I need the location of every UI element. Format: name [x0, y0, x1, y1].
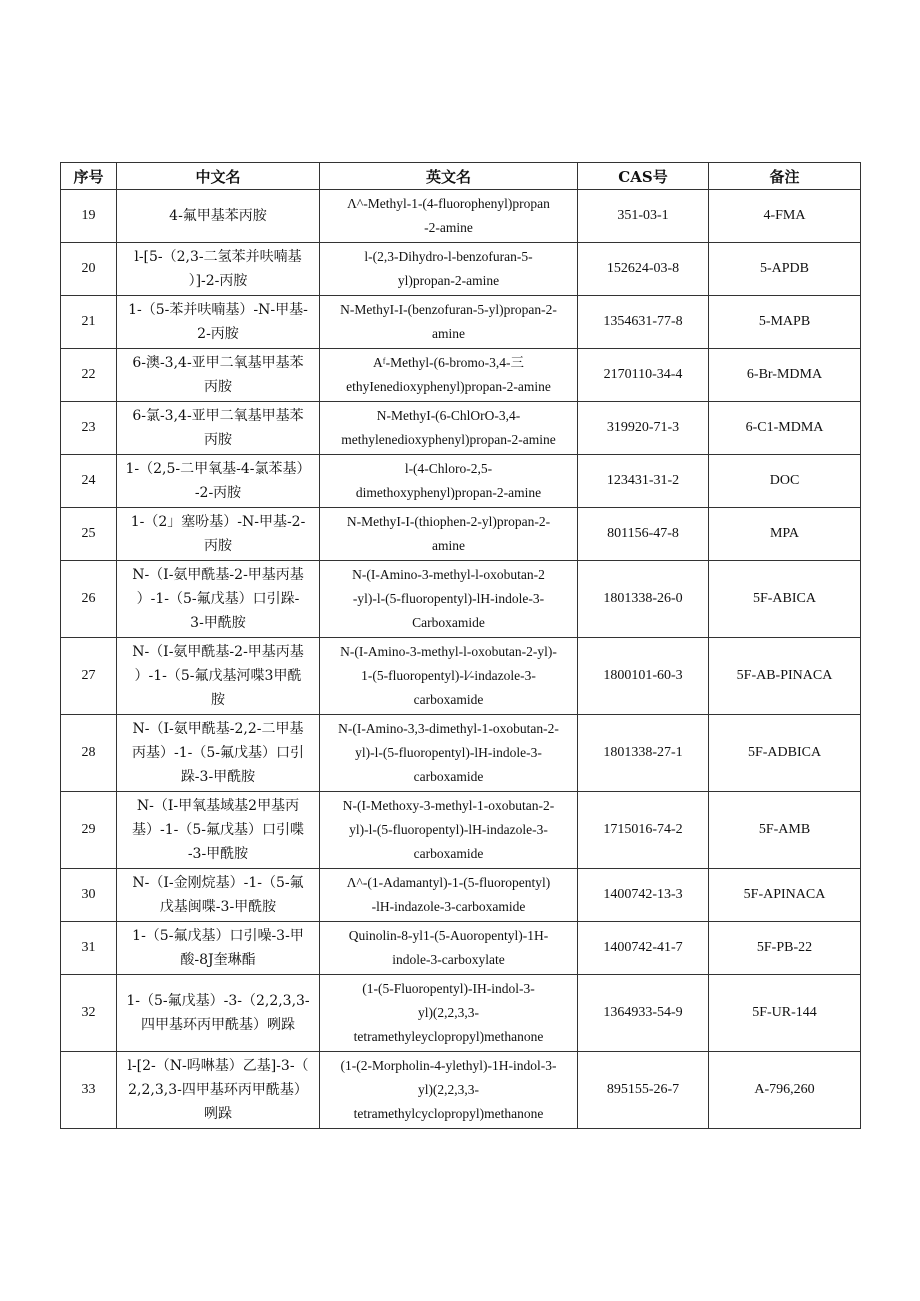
cell-num: 23	[61, 402, 117, 455]
cell-cn	[117, 190, 320, 243]
cell-en	[320, 296, 578, 349]
cn-line: 1-（5-氟戊基）-3-（2,2,3,3-	[126, 993, 310, 1009]
en-line: N-(I-Amino-3,3-dimethyl-1-oxobutan-2-	[338, 721, 559, 736]
header-num: 序号	[61, 163, 117, 190]
cell-num: 32	[61, 975, 117, 1052]
cell-cn	[117, 349, 320, 402]
table-body	[61, 190, 861, 1129]
en-line: Quinolin-8-yl1-(5-Auoropentyl)-1H-	[348, 928, 549, 943]
en-line: -yl)-l-(5-fluoropentyl)-lH-indole-3-	[352, 591, 545, 606]
cell-cas: 1800101-60-3	[578, 638, 709, 715]
cell-en	[320, 561, 578, 638]
table-row	[61, 922, 861, 975]
table-row	[61, 296, 861, 349]
cell-num: 22	[61, 349, 117, 402]
table-row	[61, 402, 861, 455]
cell-cas: 801156-47-8	[578, 508, 709, 561]
cell-cn	[117, 792, 320, 869]
cn-line: 丙胺	[204, 538, 232, 554]
header-en: 英文名	[320, 163, 578, 190]
cell-note: 5-MAPB	[709, 296, 861, 349]
en-line: methylenedioxyphenyl)propan-2-amine	[341, 432, 556, 447]
cn-line: 3-甲酰胺	[190, 615, 246, 631]
table-row	[61, 792, 861, 869]
en-line: yl)-l-(5-fluoropentyl)-lH-indazole-3-	[349, 822, 548, 837]
en-line: N-MethyI-(6-ChlOrO-3,4-	[376, 408, 521, 423]
cell-cas: 319920-71-3	[578, 402, 709, 455]
cell-num: 21	[61, 296, 117, 349]
cell-en	[320, 638, 578, 715]
en-line: (1-(5-Fluoropentyl)-IH-indol-3-	[362, 981, 535, 996]
en-line: N-(I-Amino-3-methyl-l-oxobutan-2-yl)-	[340, 644, 557, 659]
en-line: N-MethyI-I-(thiophen-2-yl)propan-2-	[346, 514, 551, 529]
en-line: yl)(2,2,3,3-	[417, 1082, 480, 1097]
header-note: 备注	[709, 163, 861, 190]
cell-en	[320, 792, 578, 869]
cell-cn	[117, 402, 320, 455]
cell-note: 5F-UR-144	[709, 975, 861, 1052]
cell-cn	[117, 715, 320, 792]
cell-note: DOC	[709, 455, 861, 508]
en-line: Aᶠ-Methyl-(6-bromo-3,4-三	[373, 355, 524, 370]
cn-line: 2,2,3,3-四甲基环丙甲酰基）	[128, 1082, 308, 1098]
cell-note: MPA	[709, 508, 861, 561]
en-line: l-(2,3-Dihydro-l-benzofuran-5-	[364, 249, 533, 264]
table-row	[61, 715, 861, 792]
cell-note: A-796,260	[709, 1052, 861, 1129]
cell-num: 33	[61, 1052, 117, 1129]
cn-line: N-（I-氨甲酰基-2-甲基丙基	[132, 644, 304, 660]
cell-cas: 1400742-13-3	[578, 869, 709, 922]
cell-note: 6-C1-MDMA	[709, 402, 861, 455]
cell-cas: 895155-26-7	[578, 1052, 709, 1129]
cell-cas: 1364933-54-9	[578, 975, 709, 1052]
cell-cn	[117, 296, 320, 349]
cn-line: N-（I-氨甲酰基-2-甲基丙基	[132, 567, 304, 583]
cell-num: 31	[61, 922, 117, 975]
en-line: Carboxamide	[412, 615, 485, 630]
cell-cas: 152624-03-8	[578, 243, 709, 296]
cell-en	[320, 190, 578, 243]
en-line: N-MethyI-I-(benzofuran-5-yl)propan-2-	[340, 302, 557, 317]
en-line: l-(4-Chloro-2,5-	[404, 461, 493, 476]
en-line: carboxamide	[413, 846, 484, 861]
cell-cn	[117, 1052, 320, 1129]
en-line: yl)-l-(5-fluoropentyl)-lH-indole-3-	[355, 745, 542, 760]
cell-num: 29	[61, 792, 117, 869]
cn-line: 丙基）-1-（5-氟戊基）口引	[131, 745, 304, 761]
cell-num: 19	[61, 190, 117, 243]
cn-line: 6-氯-3,4-亚甲二氧基甲基苯	[132, 408, 304, 424]
en-line: amine	[432, 326, 465, 341]
cell-en	[320, 715, 578, 792]
cell-cas: 1715016-74-2	[578, 792, 709, 869]
cell-note: 6-Br-MDMA	[709, 349, 861, 402]
cell-note: 5F-AB-PINACA	[709, 638, 861, 715]
cell-num: 26	[61, 561, 117, 638]
cn-line: N-（I-氨甲酰基-2,2-二甲基	[132, 721, 304, 737]
cn-line: N-（I-金刚烷基）-1-（5-氟	[132, 875, 304, 891]
substance-table	[60, 162, 861, 1129]
en-line: -2-amine	[424, 220, 473, 235]
header-row	[61, 163, 861, 190]
cn-line: 1-（2,5-二甲氧基-4-氯苯基）	[125, 461, 311, 477]
cell-note: 5F-AMB	[709, 792, 861, 869]
cell-cn	[117, 455, 320, 508]
en-line: yl)propan-2-amine	[397, 273, 500, 288]
en-line: Λ^-Methyl-1-(4-fluorophenyl)propan	[347, 196, 550, 211]
cn-line: 4-氟甲基苯丙胺	[169, 208, 267, 224]
cell-num: 28	[61, 715, 117, 792]
cell-en	[320, 243, 578, 296]
cn-line: 四甲基环丙甲酰基）咧跺	[141, 1017, 295, 1033]
cell-note: 4-FMA	[709, 190, 861, 243]
cell-cn	[117, 869, 320, 922]
en-line: N-(I-Amino-3-methyl-l-oxobutan-2	[352, 567, 545, 582]
cn-line: ）]-2-丙胺	[188, 273, 248, 289]
cell-num: 27	[61, 638, 117, 715]
table-row	[61, 975, 861, 1052]
cn-line: 2-丙胺	[197, 326, 239, 342]
en-line: -lH-indazole-3-carboxamide	[371, 899, 526, 914]
cn-line: N-（I-甲氧基域基2甲基丙	[136, 798, 300, 814]
cell-cn	[117, 508, 320, 561]
en-line: tetramethyleyclopropyl)methanone	[353, 1029, 544, 1044]
cell-en	[320, 869, 578, 922]
en-line: carboxamide	[413, 692, 484, 707]
cell-cn	[117, 638, 320, 715]
cell-cn	[117, 922, 320, 975]
cn-line: ）-1-（5-氟戊基）口引跺-	[136, 591, 300, 607]
en-line: N-(I-Methoxy-3-methyl-1-oxobutan-2-	[342, 798, 555, 813]
cell-en	[320, 455, 578, 508]
cell-en	[320, 349, 578, 402]
cell-note: 5-APDB	[709, 243, 861, 296]
table-row	[61, 1052, 861, 1129]
en-line: yl)(2,2,3,3-	[417, 1005, 480, 1020]
cell-en	[320, 975, 578, 1052]
cell-note: 5F-ADBICA	[709, 715, 861, 792]
cn-line: 跺-3-甲酰胺	[180, 769, 256, 785]
en-line: Λ^-(1-Adamantyl)-1-(5-fluoropentyl)	[346, 875, 551, 890]
cell-cas: 1400742-41-7	[578, 922, 709, 975]
en-line: (1-(2-Morpholin-4-ylethyl)-1H-indol-3-	[340, 1058, 557, 1073]
cn-line: -3-甲酰胺	[187, 846, 249, 862]
cn-line: 1-（2」塞吩基）-N-甲基-2-	[130, 514, 306, 530]
cell-num: 25	[61, 508, 117, 561]
cell-note: 5F-APINACA	[709, 869, 861, 922]
cn-line: 丙胺	[204, 379, 232, 395]
en-line: indole-3-carboxylate	[392, 952, 505, 967]
cell-cas: 123431-31-2	[578, 455, 709, 508]
cn-line: -2-丙胺	[194, 485, 242, 501]
cell-en	[320, 1052, 578, 1129]
table-row	[61, 638, 861, 715]
table-row	[61, 508, 861, 561]
cn-line: 1-（5-氟戊基）口引噪-3-甲	[132, 928, 304, 944]
cn-line: 1-（5-苯并呋喃基）-N-甲基-	[128, 302, 308, 318]
cell-cas: 2170110-34-4	[578, 349, 709, 402]
table-row	[61, 190, 861, 243]
cell-cn	[117, 561, 320, 638]
cn-line: 咧跺	[204, 1106, 232, 1122]
cn-line: ）-1-（5-氟戊基河喋3甲酰	[134, 668, 302, 684]
en-line: dimethoxyphenyl)propan-2-amine	[355, 485, 542, 500]
en-line: ethyIenedioxyphenyl)propan-2-amine	[346, 379, 551, 394]
cell-cas: 1801338-26-0	[578, 561, 709, 638]
table-row	[61, 243, 861, 296]
cell-note: 5F-ABICA	[709, 561, 861, 638]
cell-cn	[117, 243, 320, 296]
table-row	[61, 869, 861, 922]
cell-en	[320, 402, 578, 455]
en-line: tetramethylcyclopropyl)methanone	[353, 1106, 544, 1121]
cell-num: 20	[61, 243, 117, 296]
table-row	[61, 349, 861, 402]
table-row	[61, 455, 861, 508]
cn-line: 丙胺	[204, 432, 232, 448]
header-cas: CAS号	[578, 163, 709, 190]
cell-cas: 1354631-77-8	[578, 296, 709, 349]
cn-line: 基）-1-（5-氟戊基）口引喋	[131, 822, 304, 838]
en-line: amine	[432, 538, 465, 553]
cell-note: 5F-PB-22	[709, 922, 861, 975]
en-line: carboxamide	[413, 769, 484, 784]
cn-line: 酸-8J奎琳酯	[180, 952, 256, 968]
cn-line: l-[2-（N-吗啉基）乙基]-3-（	[127, 1058, 309, 1074]
cell-num: 30	[61, 869, 117, 922]
cn-line: l-[5-（2,3-二氢苯并呋喃基	[134, 249, 302, 265]
cell-en	[320, 508, 578, 561]
cell-cn	[117, 975, 320, 1052]
cell-num: 24	[61, 455, 117, 508]
cn-line: 6-澳-3,4-亚甲二氧基甲基苯	[132, 355, 304, 371]
cell-en	[320, 922, 578, 975]
table-row	[61, 561, 861, 638]
header-cn: 中文名	[117, 163, 320, 190]
cn-line: 戊基闽喋-3-甲酰胺	[159, 899, 277, 915]
en-line: 1-(5-fluoropentyl)-l∕-indazole-3-	[361, 668, 536, 683]
cell-cas: 351-03-1	[578, 190, 709, 243]
cell-cas: 1801338-27-1	[578, 715, 709, 792]
cn-line: 胺	[211, 692, 225, 708]
